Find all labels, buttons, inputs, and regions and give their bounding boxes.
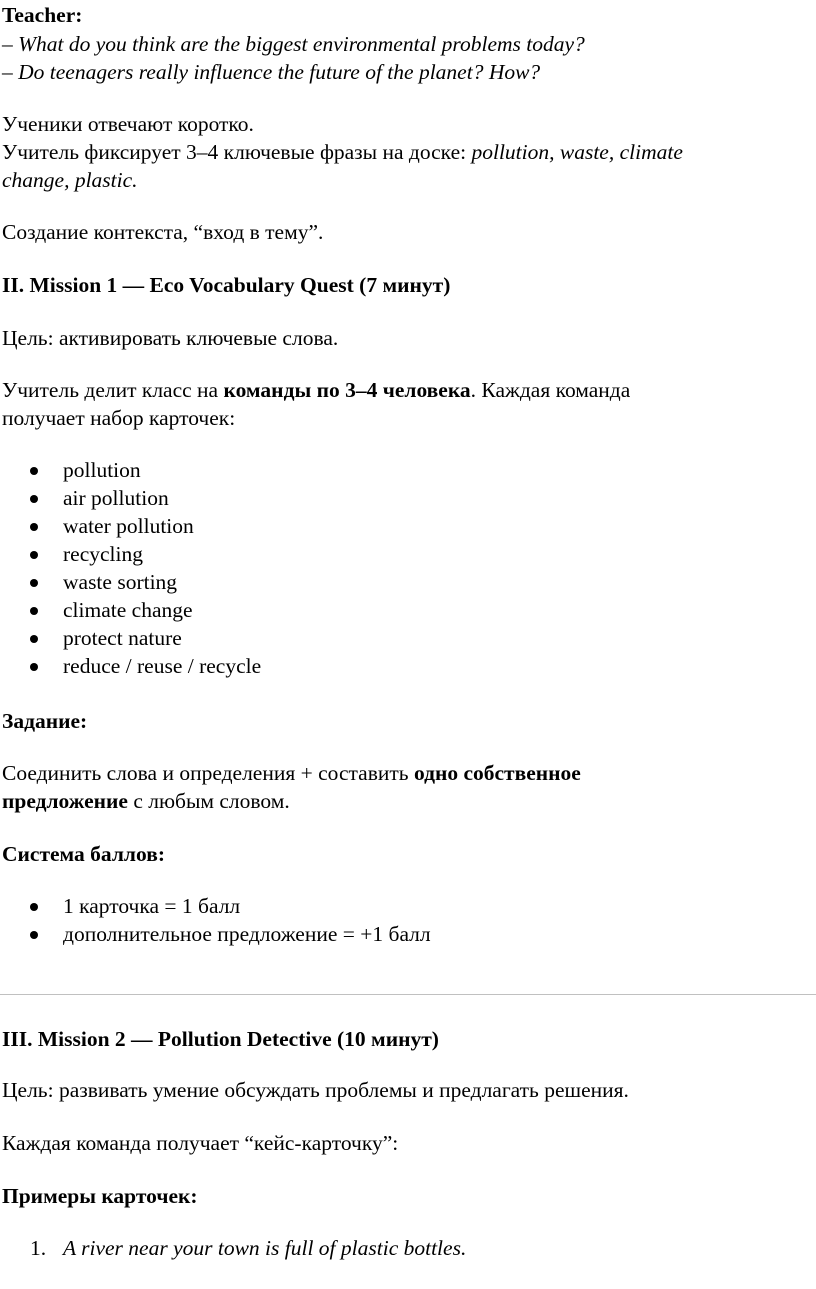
key-phrases-part-1: pollution, waste, climate: [471, 140, 683, 164]
list-item: A river near your town is full of plastic bottles.: [63, 1236, 467, 1260]
teams-prefix: Учитель делит класс на: [2, 378, 224, 402]
task-bold-1: одно собственное: [413, 761, 581, 785]
bullet-icon: [30, 607, 38, 615]
bullet-icon: [30, 495, 38, 503]
bullet-icon: [30, 579, 38, 587]
task-paragraph-line2: [2, 787, 290, 815]
bullet-icon: [30, 551, 38, 559]
scoring-label: Система баллов:: [2, 842, 165, 866]
task-paragraph: [2, 759, 581, 787]
bullet-icon: [30, 903, 38, 911]
mission2-heading: III. Mission 2 — Pollution Detective (10 минут): [2, 1027, 439, 1051]
bullet-icon: [30, 931, 38, 939]
list-item: waste sorting: [63, 570, 178, 594]
section-divider: [0, 994, 816, 995]
task-label: Задание:: [2, 709, 88, 733]
task-bold-2: предложение: [2, 789, 128, 813]
teacher-label: Teacher:: [2, 3, 83, 27]
mission1-teams-paragraph: [2, 376, 630, 404]
teams-bold: команды по 3–4 человека: [223, 378, 471, 402]
list-item-number: 1.: [30, 1236, 47, 1260]
list-item: recycling: [63, 542, 143, 566]
list-item: protect nature: [63, 626, 182, 650]
mission2-goal: Цель: развивать умение обсуждать проблемы и предлагать решения.: [2, 1078, 629, 1102]
bullet-icon: [30, 663, 38, 671]
mission1-goal: Цель: активировать ключевые слова.: [2, 326, 339, 350]
examples-label: Примеры карточек:: [2, 1184, 198, 1208]
task-prefix: Соединить слова и определения + составить: [2, 761, 414, 785]
bullet-icon: [30, 467, 38, 475]
list-item: 1 карточка = 1 балл: [63, 894, 241, 918]
teams-suffix: . Каждая команда: [470, 378, 631, 402]
teacher-fixes-paragraph: [2, 138, 683, 166]
list-item: air pollution: [63, 486, 169, 510]
bullet-icon: [30, 523, 38, 531]
mission1-heading: II. Mission 1 — Eco Vocabulary Quest (7 минут): [2, 273, 451, 297]
context-text: Создание контекста, “вход в тему”.: [2, 220, 324, 244]
teacher-question-1: – What do you think are the biggest environmental problems today?: [2, 32, 585, 56]
teacher-question-2: – Do teenagers really influence the future of the planet? How?: [2, 60, 541, 84]
key-phrases-part-2: change, plastic.: [2, 168, 138, 192]
list-item: water pollution: [63, 514, 194, 538]
task-suffix: с любым словом.: [127, 789, 290, 813]
list-item: дополнительное предложение = +1 балл: [63, 922, 431, 946]
students-answer-text: Ученики отвечают коротко.: [2, 112, 254, 136]
mission1-teams-line2: получает набор карточек:: [2, 406, 236, 430]
list-item: pollution: [63, 458, 141, 482]
bullet-icon: [30, 635, 38, 643]
list-item: reduce / reuse / recycle: [63, 654, 262, 678]
list-item: climate change: [63, 598, 193, 622]
mission2-cases-text: Каждая команда получает “кейс-карточку”:: [2, 1131, 399, 1155]
teacher-fixes-prefix: Учитель фиксирует 3–4 ключевые фразы на доске:: [2, 140, 472, 164]
